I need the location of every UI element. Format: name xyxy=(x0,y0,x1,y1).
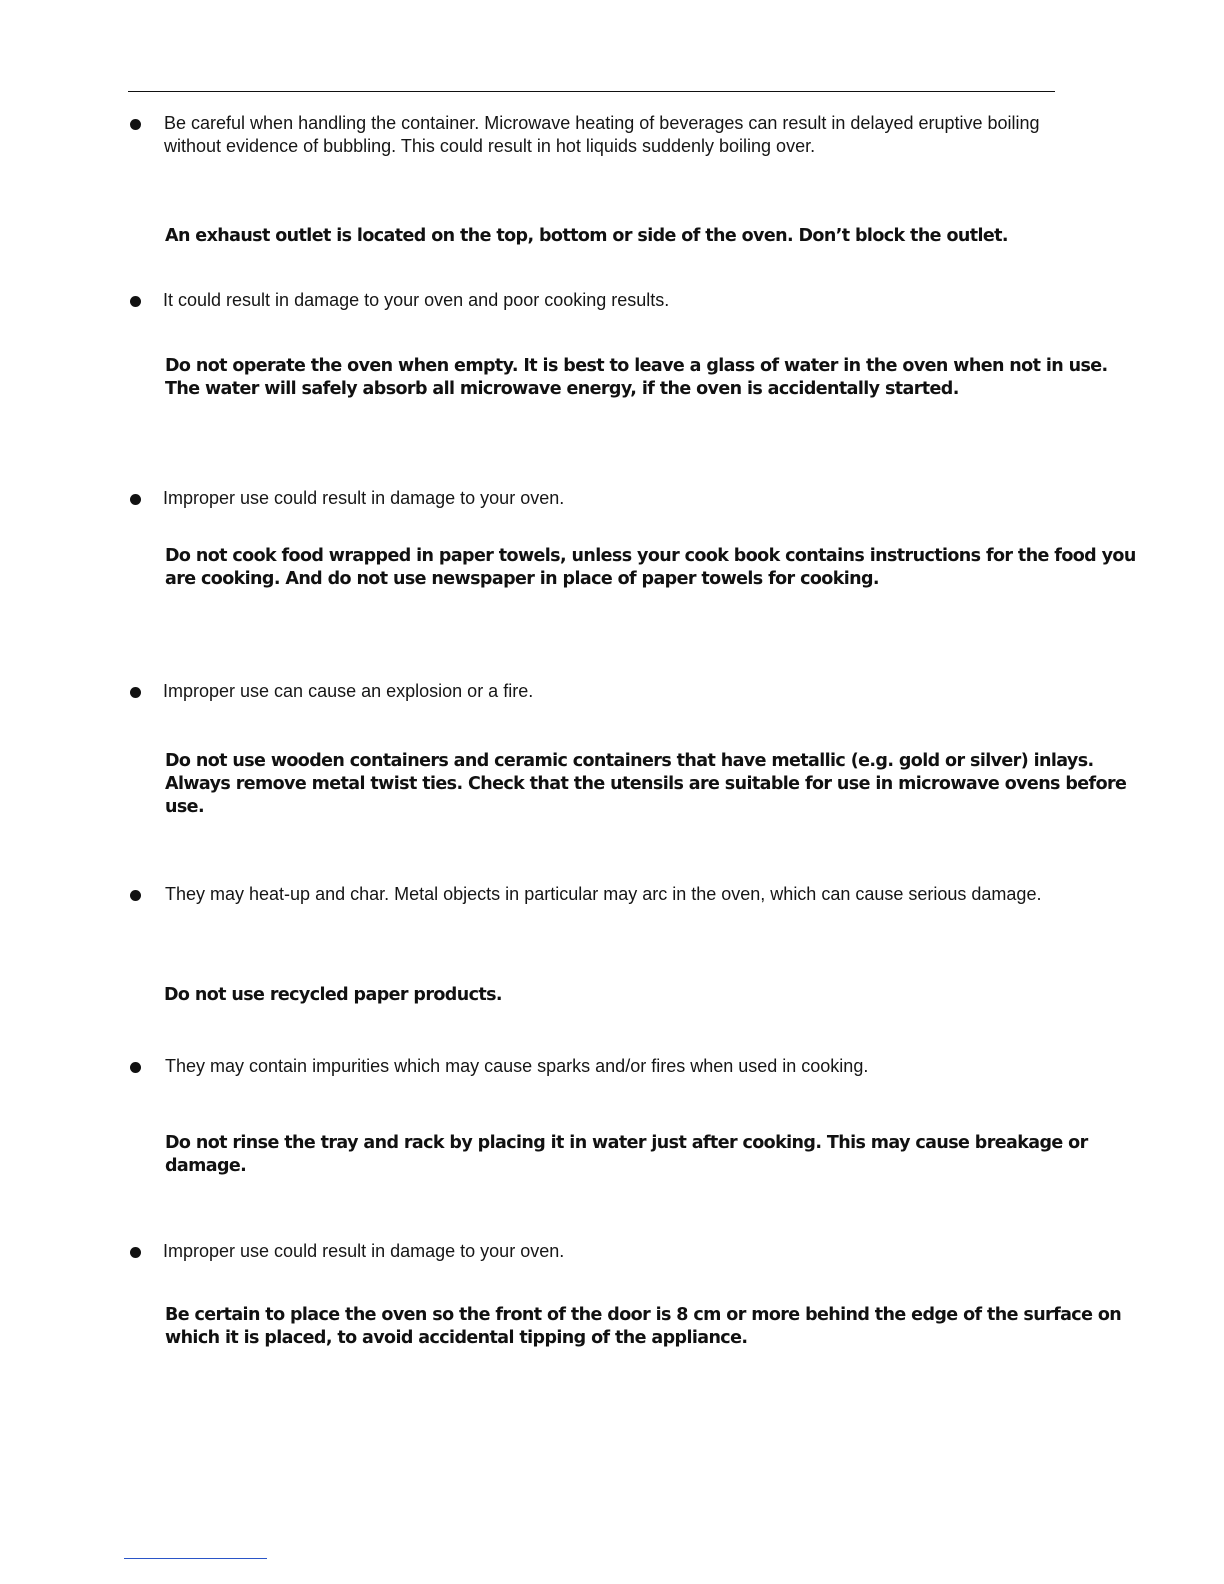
warning-line: The water will safely absorb all microwave energy, if the oven is accidentally started. xyxy=(165,379,959,399)
footer-divider xyxy=(124,1558,267,1559)
bullet-icon xyxy=(130,687,141,698)
safety-warning xyxy=(165,1304,1121,1350)
bullet-icon xyxy=(130,1247,141,1258)
bullet-icon xyxy=(130,494,141,505)
safety-warning xyxy=(165,355,1108,401)
safety-warning xyxy=(164,984,502,1007)
safety-note xyxy=(163,289,669,312)
note-line: It could result in damage to your oven and poor cooking results. xyxy=(163,290,670,310)
warning-line: which it is placed, to avoid accidental tipping of the appliance. xyxy=(165,1328,748,1348)
warning-line: Do not use wooden containers and ceramic containers that have metallic (e.g. gold or silver) inlays. xyxy=(165,751,1094,771)
bullet-icon xyxy=(130,1062,141,1073)
safety-note xyxy=(163,487,564,510)
warning-line: damage. xyxy=(165,1156,247,1176)
note-line: Improper use could result in damage to your oven. xyxy=(163,1241,565,1261)
note-line: without evidence of bubbling. This could result in hot liquids suddenly boiling over. xyxy=(164,136,816,156)
safety-warning xyxy=(165,1132,1088,1178)
warning-line: Do not operate the oven when empty. It is best to leave a glass of water in the oven when not in use. xyxy=(165,356,1108,376)
warning-line: An exhaust outlet is located on the top, bottom or side of the oven. Don’t block the outlet. xyxy=(165,226,1008,246)
warning-line: use. xyxy=(165,797,204,817)
warning-line: Do not cook food wrapped in paper towels, unless your cook book contains instructions for the food you xyxy=(165,546,1136,566)
safety-note xyxy=(165,883,1041,906)
safety-note xyxy=(164,112,1040,158)
bullet-icon xyxy=(130,890,141,901)
safety-note xyxy=(165,1055,868,1078)
safety-note xyxy=(163,1240,564,1263)
note-line: They may contain impurities which may cause sparks and/or fires when used in cooking. xyxy=(165,1056,869,1076)
note-line: They may heat-up and char. Metal objects in particular may arc in the oven, which can cause serious damage. xyxy=(165,884,1042,904)
note-line: Improper use can cause an explosion or a fire. xyxy=(163,681,534,701)
warning-line: Always remove metal twist ties. Check that the utensils are suitable for use in microwave ovens before xyxy=(165,774,1127,794)
header-divider xyxy=(128,91,1055,92)
bullet-icon xyxy=(130,119,141,130)
warning-line: Be certain to place the oven so the front of the door is 8 cm or more behind the edge of the surface on xyxy=(165,1305,1122,1325)
safety-note xyxy=(163,680,533,703)
note-line: Be careful when handling the container. Microwave heating of beverages can result in delayed eruptive boiling xyxy=(164,113,1040,133)
safety-warning xyxy=(165,545,1136,591)
warning-line: are cooking. And do not use newspaper in place of paper towels for cooking. xyxy=(165,569,879,589)
bullet-icon xyxy=(130,296,141,307)
safety-warning xyxy=(165,225,1008,248)
warning-line: Do not use recycled paper products. xyxy=(164,985,502,1005)
note-line: Improper use could result in damage to your oven. xyxy=(163,488,565,508)
warning-line: Do not rinse the tray and rack by placing it in water just after cooking. This may cause breakage or xyxy=(165,1133,1088,1153)
safety-warning xyxy=(165,750,1126,819)
